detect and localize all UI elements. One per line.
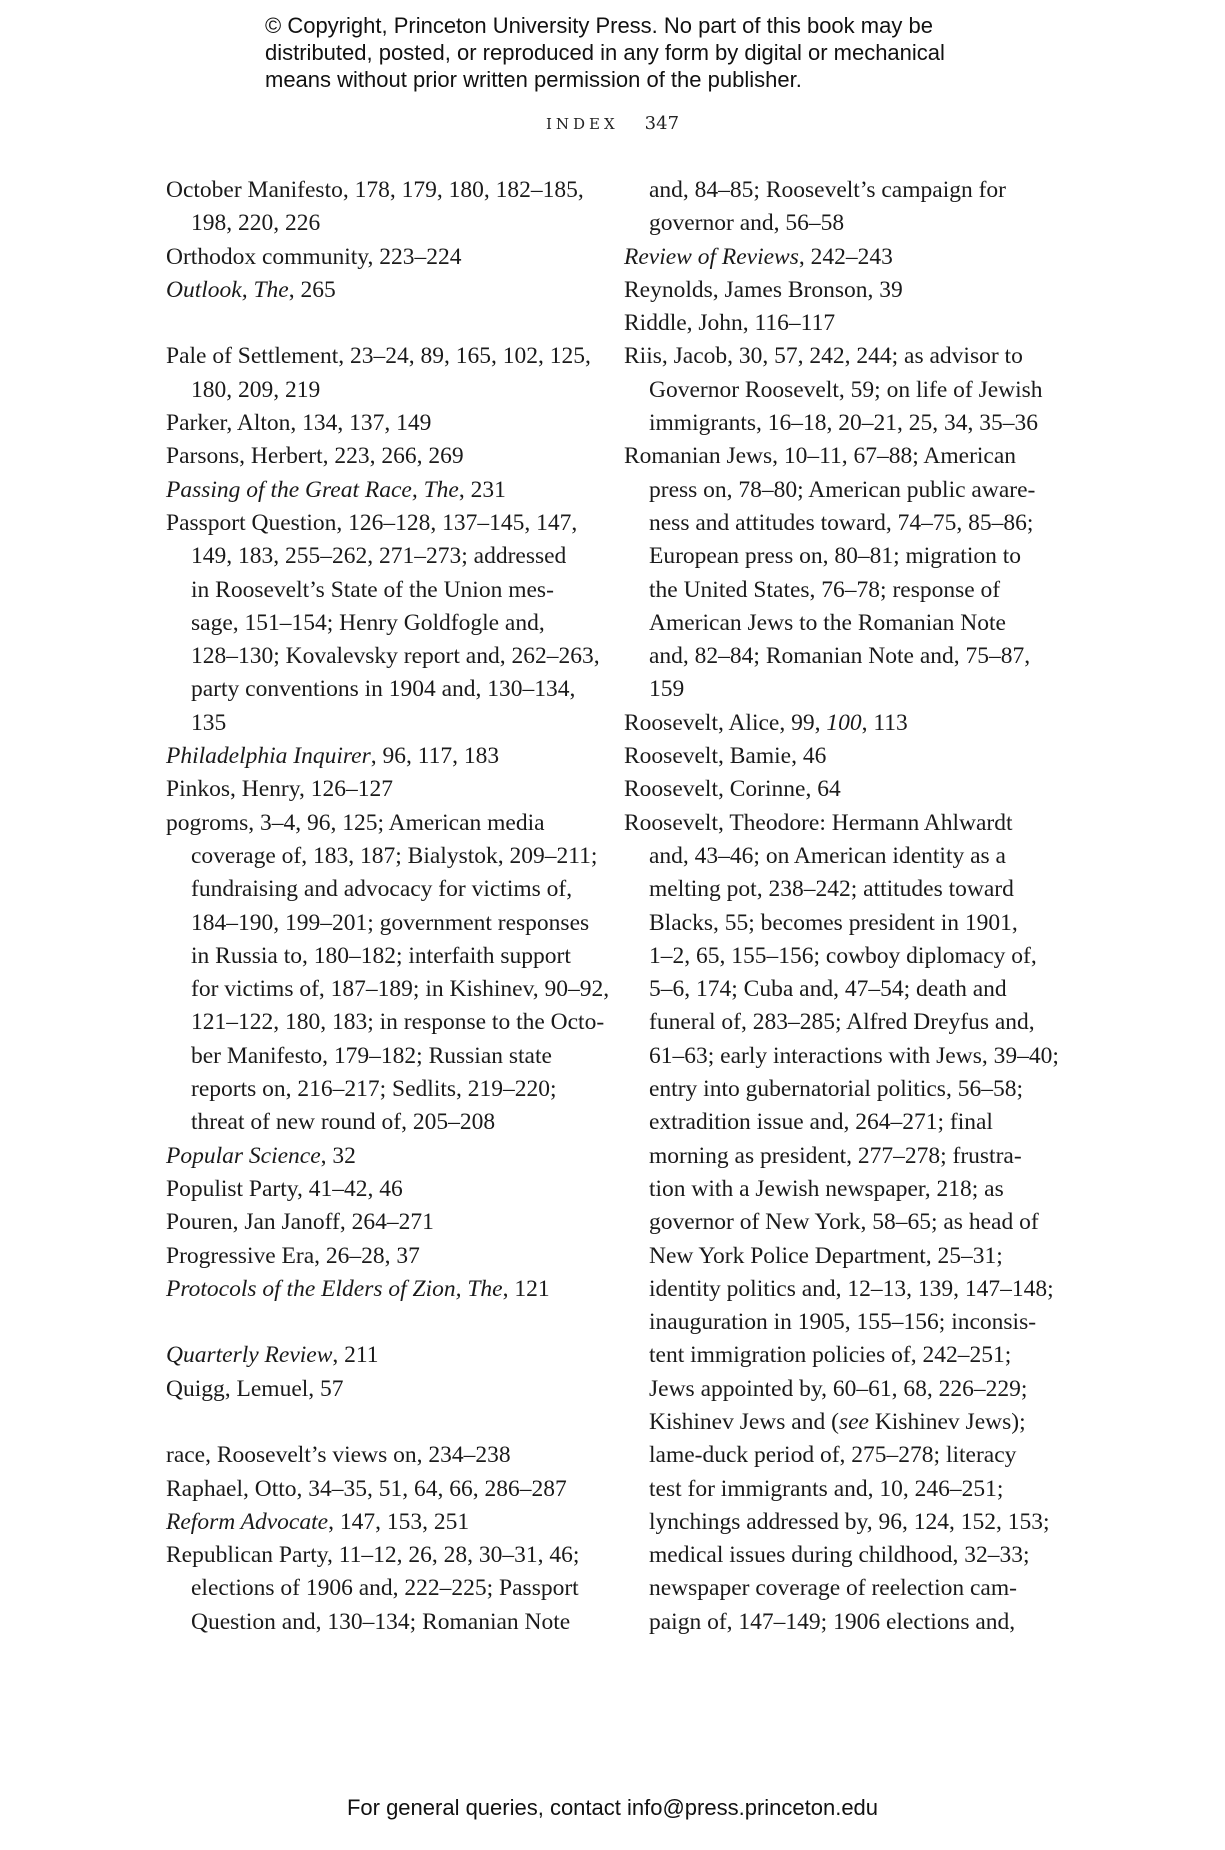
entry-text: in Roosevelt’s State of the Union mes- [191, 576, 554, 603]
entry-text: , 231 [458, 476, 506, 503]
entry-text: Riis, Jacob, 30, 57, 242, 244; as advisor to [624, 343, 1023, 370]
entry-text: Jews appointed by, 60–61, 68, 226–229; [649, 1375, 1028, 1402]
index-entry-line [624, 873, 1044, 906]
italic-text: see [838, 1408, 869, 1435]
index-entry-line [624, 973, 1044, 1006]
index-entry-line [624, 1273, 1054, 1306]
index-entry-line [624, 374, 1044, 407]
entry-text: the United States, 76–78; response of [649, 576, 1001, 603]
index-entry-line [166, 773, 586, 806]
entry-text: extradition issue and, 264–271; final [649, 1109, 993, 1136]
entry-text: Pinkos, Henry, 126–127 [166, 776, 393, 803]
entry-text: , 96, 117, 183 [370, 743, 500, 770]
index-entry-line [624, 740, 1044, 773]
index-entry-line [166, 873, 586, 906]
index-entry-line [166, 1373, 586, 1406]
running-head-label: INDEX [545, 115, 619, 133]
index-entry-line [624, 773, 1044, 806]
entry-text: and, 82–84; Romanian Note and, 75–87, [649, 643, 1031, 670]
index-entry-line [624, 907, 1044, 940]
entry-text: test for immigrants and, 10, 246–251; [649, 1475, 1004, 1502]
index-entry-line [166, 940, 586, 973]
entry-text: , 121 [502, 1275, 550, 1302]
entry-text: ness and attitudes toward, 74–75, 85–86; [649, 509, 1034, 536]
entry-text: elections of 1906 and, 222–225; Passport [191, 1575, 579, 1602]
index-entry-line [166, 1140, 586, 1173]
entry-text: American Jews to the Romanian Note [649, 609, 1006, 636]
index-entry-line [624, 507, 1044, 540]
index-entry-line [166, 907, 590, 940]
entry-text: Question and, 130–134; Romanian Note [191, 1608, 571, 1635]
index-entry-line [624, 1040, 1059, 1073]
entry-text: ber Manifesto, 179–182; Russian state [191, 1042, 552, 1069]
index-entry-line [624, 840, 1044, 873]
index-entry-line [624, 307, 1044, 340]
entry-text: Progressive Era, 26–28, 37 [166, 1242, 420, 1269]
copyright-line: distributed, posted, or reproduced in any form by digital or mechanical [265, 40, 945, 65]
index-column-right [624, 174, 1059, 1639]
entry-text: lynchings addressed by, 96, 124, 152, 153; [649, 1508, 1050, 1535]
index-entry-line [166, 607, 586, 640]
entry-text: identity politics and, 12–13, 139, 147–148; [649, 1275, 1054, 1302]
entry-text: Roosevelt, Bamie, 46 [624, 743, 827, 770]
index-entry-line [624, 1406, 1044, 1439]
index-entry-line [624, 1606, 1044, 1639]
index-entry-line [624, 1439, 1044, 1472]
entry-text: 128–130; Kovalevsky report and, 262–263, [191, 643, 600, 670]
entry-text: immigrants, 16–18, 20–21, 25, 34, 35–36 [649, 410, 1039, 437]
index-entry-line [624, 607, 1044, 640]
index-spacer [166, 1306, 586, 1339]
index-entry-line [166, 1339, 586, 1372]
entry-text: Kishinev Jews); [868, 1408, 1026, 1435]
running-head [0, 113, 1225, 134]
italic-text: Outlook, The [166, 276, 289, 303]
index-entry-line [166, 807, 586, 840]
entry-text: New York Police Department, 25–31; [649, 1242, 1003, 1269]
index-entry-line [166, 1106, 586, 1139]
entry-text: 5–6, 174; Cuba and, 47–54; death and [649, 976, 1007, 1003]
entry-text: , 265 [288, 276, 336, 303]
index-entry-line [624, 940, 1044, 973]
entry-text: threat of new round of, 205–208 [191, 1109, 496, 1136]
entry-text: 121–122, 180, 183; in response to the Octo- [191, 1009, 605, 1036]
entry-text: Governor Roosevelt, 59; on life of Jewish [649, 376, 1043, 403]
index-entry-line [624, 540, 1044, 573]
index-entry-line [166, 1506, 586, 1539]
index-entry-line [624, 207, 1044, 240]
entry-text: 1–2, 65, 155–156; cowboy diplomacy of, [649, 942, 1037, 969]
index-entry-line [166, 1273, 586, 1306]
entry-text: in Russia to, 180–182; interfaith support [191, 942, 571, 969]
italic-text: Reform Advocate [166, 1508, 329, 1535]
index-entry-line [624, 407, 1044, 440]
entry-text: reports on, 216–217; Sedlits, 219–220; [191, 1076, 557, 1103]
index-entry-line [166, 1240, 586, 1273]
entry-text: race, Roosevelt’s views on, 234–238 [166, 1442, 511, 1469]
index-entry-line [166, 407, 586, 440]
entry-text: tent immigration policies of, 242–251; [649, 1342, 1012, 1369]
entry-text: , 211 [332, 1342, 379, 1369]
index-entry-line [166, 1473, 586, 1506]
index-entry-line [166, 574, 586, 607]
entry-text: lame-duck period of, 275–278; literacy [649, 1442, 1017, 1469]
entry-text: pogroms, 3–4, 96, 125; American media [166, 809, 545, 836]
entry-text: Blacks, 55; becomes president in 1901, [649, 909, 1018, 936]
index-entry-line [624, 1506, 1050, 1539]
index-entry-line [624, 1140, 1044, 1173]
entry-text: , 32 [320, 1142, 356, 1169]
index-entry-line [624, 640, 1044, 673]
italic-text: Philadelphia Inquirer [166, 743, 371, 770]
index-entry-line [624, 574, 1044, 607]
index-entry-line [624, 673, 1044, 706]
entry-text: 149, 183, 255–262, 271–273; addressed [191, 543, 567, 570]
entry-text: Riddle, John, 116–117 [624, 310, 836, 337]
italic-text: 100 [826, 709, 862, 736]
entry-text: and, 84–85; Roosevelt’s campaign for [649, 177, 1006, 203]
index-entry-line [166, 1073, 586, 1106]
index-column-left [166, 174, 610, 1639]
copyright-line: © Copyright, Princeton University Press. No part of this book may be [265, 13, 933, 38]
entry-text: coverage of, 183, 187; Bialystok, 209–211; [191, 842, 598, 869]
italic-text: Review of Reviews [624, 243, 799, 270]
entry-text: 198, 220, 226 [191, 210, 321, 237]
index-entry-line [624, 1173, 1044, 1206]
index-entry-line [166, 340, 591, 373]
index-entry-line [166, 1572, 586, 1605]
italic-text: Protocols of the Elders of Zion, The [166, 1275, 503, 1302]
index-entry-line [624, 807, 1044, 840]
index-entry-line [624, 1572, 1044, 1605]
entry-text: governor of New York, 58–65; as head of [649, 1209, 1039, 1236]
entry-text: 180, 209, 219 [191, 376, 321, 403]
index-entry-line [166, 1040, 586, 1073]
entry-text: 135 [191, 709, 227, 736]
entry-text: Roosevelt, Alice, 99, [624, 709, 827, 736]
index-entry-line [624, 1006, 1044, 1039]
index-entry-line [624, 1206, 1044, 1239]
entry-text: and, 43–46; on American identity as a [649, 842, 1006, 869]
page-number: 347 [644, 113, 680, 134]
index-entry-line [166, 1006, 605, 1039]
italic-text: Passing of the Great Race, The [166, 476, 459, 503]
index-entry-line [624, 1339, 1044, 1372]
index-entry-line [624, 1473, 1044, 1506]
index-entry-line [166, 640, 600, 673]
entry-text: paign of, 147–149; 1906 elections and, [649, 1608, 1016, 1635]
index-entry-line [624, 340, 1044, 373]
entry-text: for victims of, 187–189; in Kishinev, 90–92, [191, 976, 610, 1003]
entry-text: melting pot, 238–242; attitudes toward [649, 876, 1014, 903]
entry-text: October Manifesto, 178, 179, 180, 182–185, [166, 177, 584, 203]
entry-text: Raphael, Otto, 34–35, 51, 64, 66, 286–287 [166, 1475, 567, 1502]
entry-text: Parker, Alton, 134, 137, 149 [166, 410, 432, 437]
index-entry-line [624, 1539, 1044, 1572]
entry-text: European press on, 80–81; migration to [649, 543, 1022, 570]
index-entry-line [624, 474, 1044, 507]
index-entry-line [166, 840, 598, 873]
index-entry-line [166, 1539, 586, 1572]
index-entry-line [166, 673, 586, 706]
entry-text: Orthodox community, 223–224 [166, 243, 462, 270]
index-entry-line [166, 440, 586, 473]
italic-text: Popular Science [166, 1142, 321, 1169]
index-entry-line [166, 241, 586, 274]
index-entry-line [624, 174, 1044, 207]
entry-text: 61–63; early interactions with Jews, 39–40; [649, 1042, 1059, 1069]
entry-text: entry into gubernatorial politics, 56–58; [649, 1076, 1023, 1103]
index-entry-line [166, 1439, 586, 1472]
entry-text: press on, 78–80; American public aware- [649, 476, 1036, 503]
entry-text: 159 [649, 676, 685, 703]
entry-text: Pale of Settlement, 23–24, 89, 165, 102, 125, [166, 343, 591, 370]
entry-text: sage, 151–154; Henry Goldfogle and, [191, 609, 545, 636]
entry-text: newspaper coverage of reelection cam- [649, 1575, 1017, 1602]
entry-text: Pouren, Jan Janoff, 264–271 [166, 1209, 434, 1236]
entry-text: party conventions in 1904 and, 130–134, [191, 676, 576, 703]
italic-text: Quarterly Review [166, 1342, 333, 1369]
copyright-notice [265, 12, 985, 93]
index-entry-line [624, 1073, 1044, 1106]
index-entry-line [166, 1173, 586, 1206]
index-entry-line [166, 740, 586, 773]
entry-text: morning as president, 277–278; frustra- [649, 1142, 1022, 1169]
index-spacer [166, 1406, 586, 1439]
index-entry-line [166, 474, 586, 507]
entry-text: Republican Party, 11–12, 26, 28, 30–31, 46; [166, 1542, 580, 1569]
index-entry-line [166, 507, 586, 540]
entry-text: , 113 [861, 709, 908, 736]
entry-text: , 147, 153, 251 [328, 1508, 470, 1535]
entry-text: Quigg, Lemuel, 57 [166, 1375, 344, 1402]
index-entry-line [166, 174, 586, 207]
index-entry-line [166, 973, 610, 1006]
entry-text: tion with a Jewish newspaper, 218; as [649, 1175, 1004, 1202]
entry-text: Roosevelt, Theodore: Hermann Ahlwardt [624, 809, 1013, 836]
entry-text: Romanian Jews, 10–11, 67–88; American [624, 443, 1017, 470]
index-spacer [166, 307, 586, 340]
footer-contact: For general queries, contact info@press.princeton.edu [346, 1795, 879, 1820]
entry-text: 184–190, 199–201; government responses [191, 909, 590, 936]
entry-text: medical issues during childhood, 32–33; [649, 1542, 1030, 1569]
entry-text: Populist Party, 41–42, 46 [166, 1175, 403, 1202]
entry-text: inauguration in 1905, 155–156; inconsis- [649, 1309, 1037, 1336]
entry-text: fundraising and advocacy for victims of, [191, 876, 573, 903]
entry-text: Reynolds, James Bronson, 39 [624, 276, 903, 303]
entry-text: funeral of, 283–285; Alfred Dreyfus and, [649, 1009, 1035, 1036]
index-entry-line [624, 274, 1044, 307]
index-entry-line [166, 374, 586, 407]
index-entry-line [166, 1206, 586, 1239]
index-entry-line [624, 241, 1044, 274]
index-entry-line [166, 1606, 586, 1639]
index-entry-line [624, 1306, 1044, 1339]
index-entry-line [624, 1373, 1044, 1406]
entry-text: Kishinev Jews and ( [649, 1408, 839, 1435]
copyright-line: means without prior written permission of the publisher. [265, 67, 802, 92]
entry-text: Parsons, Herbert, 223, 266, 269 [166, 443, 464, 470]
entry-text: , 242–243 [798, 243, 893, 270]
index-entry-line [166, 540, 586, 573]
index-entry-line [166, 707, 586, 740]
index-entry-line [624, 1240, 1044, 1273]
index-entry-line [166, 274, 586, 307]
index-entry-line [624, 1106, 1044, 1139]
index-entry-line [624, 440, 1044, 473]
index-entry-line [624, 707, 1044, 740]
entry-text: Roosevelt, Corinne, 64 [624, 776, 841, 803]
entry-text: Passport Question, 126–128, 137–145, 147, [166, 509, 578, 536]
entry-text: governor and, 56–58 [649, 210, 845, 237]
index-entry-line [166, 207, 586, 240]
